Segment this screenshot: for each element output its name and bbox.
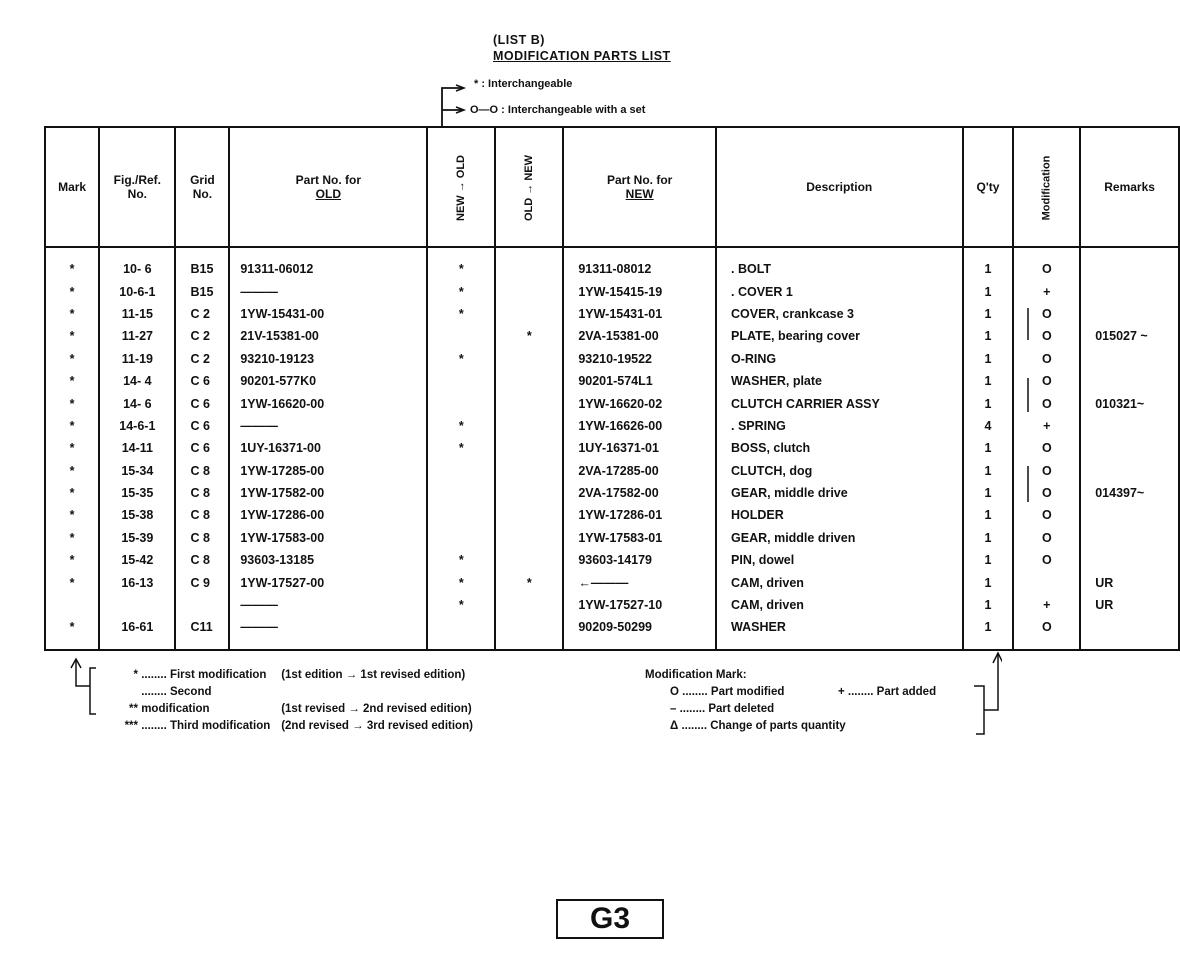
mod-legend-modified: O ........ Part modified (670, 686, 785, 698)
cell-remarks (1080, 527, 1179, 549)
cell-modification: O (1013, 482, 1080, 504)
cell-old-new (495, 549, 563, 571)
cell-qty: 1 (963, 437, 1014, 459)
mod-legend-deleted: – ........ Part deleted (670, 703, 775, 715)
table-row (45, 303, 1179, 325)
col-old-new (495, 127, 563, 247)
cell-remarks: UR (1080, 594, 1179, 616)
remark-brackets (1024, 306, 1034, 546)
cell-description: COVER, crankcase 3 (716, 303, 963, 325)
mark-1-range: (1st edition → 1st revised edition) (281, 669, 466, 681)
modification-mark-legend (645, 667, 936, 735)
cell-part-new: 1YW-16620-02 (563, 392, 716, 414)
cell-new-old (427, 482, 495, 504)
cell-grid (175, 594, 229, 616)
table-row (45, 325, 1179, 347)
cell-remarks: UR (1080, 571, 1179, 593)
table-row (45, 460, 1179, 482)
table-row (45, 616, 1179, 649)
cell-old-new (495, 504, 563, 526)
col-part-new-prefix: Part No. for (607, 173, 673, 187)
cell-old-new (495, 460, 563, 482)
cell-fig-ref: 11-15 (99, 303, 175, 325)
cell-qty: 1 (963, 549, 1014, 571)
cell-fig-ref (99, 594, 175, 616)
cell-remarks (1080, 415, 1179, 437)
cell-description: HOLDER (716, 504, 963, 526)
cell-new-old: * (427, 594, 495, 616)
cell-mark (45, 594, 99, 616)
cell-part-old: 1YW-17583-00 (229, 527, 427, 549)
cell-mark: * (45, 392, 99, 414)
cell-remarks (1080, 437, 1179, 459)
cell-qty: 4 (963, 415, 1014, 437)
col-part-old-word: OLD (315, 187, 341, 201)
cell-part-new: 91311-08012 (563, 247, 716, 280)
cell-grid: C 6 (175, 392, 229, 414)
table-row (45, 392, 1179, 414)
cell-mark: * (45, 527, 99, 549)
cell-grid: C 8 (175, 527, 229, 549)
col-qty: Q'ty (963, 127, 1014, 247)
cell-grid: C 2 (175, 325, 229, 347)
cell-description: PIN, dowel (716, 549, 963, 571)
cell-description: CLUTCH CARRIER ASSY (716, 392, 963, 414)
cell-remarks (1080, 549, 1179, 571)
col-mark: Mark (45, 127, 99, 247)
cell-old-new (495, 348, 563, 370)
legend-interchangeable-set: O—O : Interchangeable with a set (470, 104, 646, 116)
cell-part-old: 1YW-17286-00 (229, 504, 427, 526)
cell-part-old: 1YW-17285-00 (229, 460, 427, 482)
cell-old-new (495, 415, 563, 437)
cell-grid: C 6 (175, 415, 229, 437)
cell-modification: O (1013, 616, 1080, 649)
cell-part-old: 1YW-17527-00 (229, 571, 427, 593)
cell-description: PLATE, bearing cover (716, 325, 963, 347)
list-label: (LIST B) (493, 33, 545, 47)
cell-new-old (427, 325, 495, 347)
cell-description: CAM, driven (716, 594, 963, 616)
cell-old-new (495, 616, 563, 649)
cell-mark: * (45, 549, 99, 571)
cell-description: WASHER (716, 616, 963, 649)
cell-part-old: ——— (229, 616, 427, 649)
cell-new-old: * (427, 247, 495, 280)
cell-description: CAM, driven (716, 571, 963, 593)
cell-fig-ref: 14-11 (99, 437, 175, 459)
cell-mark: * (45, 280, 99, 302)
cell-mark: * (45, 303, 99, 325)
cell-modification: + (1013, 594, 1080, 616)
col-grid: Grid No. (175, 127, 229, 247)
cell-remarks (1080, 247, 1179, 280)
mark-1-label: ........ First modification (141, 669, 267, 681)
cell-modification: O (1013, 437, 1080, 459)
cell-remarks (1080, 504, 1179, 526)
cell-old-new: * (495, 571, 563, 593)
cell-part-new: 1YW-15415-19 (563, 280, 716, 302)
cell-remarks (1080, 370, 1179, 392)
col-modification-label: Modification (1040, 155, 1053, 221)
table-row (45, 549, 1179, 571)
cell-new-old: * (427, 415, 495, 437)
cell-modification: + (1013, 280, 1080, 302)
cell-mark: * (45, 437, 99, 459)
cell-grid: C 6 (175, 370, 229, 392)
cell-qty: 1 (963, 325, 1014, 347)
cell-remarks (1080, 280, 1179, 302)
cell-part-old: ——— (229, 415, 427, 437)
list-header (493, 32, 671, 64)
cell-fig-ref: 14-6-1 (99, 415, 175, 437)
mark-3: *** (124, 720, 138, 732)
cell-old-new (495, 437, 563, 459)
cell-part-old: 21V-15381-00 (229, 325, 427, 347)
page-label: G3 (556, 899, 664, 939)
cell-old-new (495, 280, 563, 302)
cell-modification: O (1013, 527, 1080, 549)
cell-qty: 1 (963, 348, 1014, 370)
cell-grid: C 8 (175, 504, 229, 526)
cell-qty: 1 (963, 594, 1014, 616)
cell-modification (1013, 571, 1080, 593)
cell-qty: 1 (963, 392, 1014, 414)
cell-remarks: 014397~ (1080, 482, 1179, 504)
cell-part-new: 1UY-16371-01 (563, 437, 716, 459)
table-row (45, 348, 1179, 370)
cell-qty: 1 (963, 280, 1014, 302)
cell-mark: * (45, 460, 99, 482)
cell-old-new: * (495, 325, 563, 347)
col-part-old-prefix: Part No. for (295, 173, 361, 187)
cell-qty: 1 (963, 527, 1014, 549)
mod-legend-bracket (972, 650, 1002, 738)
cell-part-new: 2VA-17582-00 (563, 482, 716, 504)
cell-remarks (1080, 303, 1179, 325)
cell-qty: 1 (963, 303, 1014, 325)
cell-mark: * (45, 482, 99, 504)
mark-1: * (133, 669, 138, 681)
cell-description: . COVER 1 (716, 280, 963, 302)
legend-interchangeable: * : Interchangeable (474, 78, 573, 90)
cell-fig-ref: 15-39 (99, 527, 175, 549)
cell-part-old: 93210-19123 (229, 348, 427, 370)
table-row (45, 594, 1179, 616)
cell-new-old (427, 370, 495, 392)
cell-fig-ref: 16-13 (99, 571, 175, 593)
cell-part-new: 1YW-17583-01 (563, 527, 716, 549)
cell-mark: * (45, 348, 99, 370)
cell-mark: * (45, 325, 99, 347)
col-new-old (427, 127, 495, 247)
cell-modification: O (1013, 325, 1080, 347)
cell-mark: * (45, 370, 99, 392)
cell-part-new: 2VA-15381-00 (563, 325, 716, 347)
col-part-new (563, 127, 716, 247)
table-row (45, 415, 1179, 437)
col-part-old (229, 127, 427, 247)
table-row (45, 527, 1179, 549)
mark-3-range: (2nd revised → 3rd revised edition) (281, 720, 473, 732)
cell-old-new (495, 527, 563, 549)
cell-modification: O (1013, 392, 1080, 414)
cell-new-old: * (427, 280, 495, 302)
cell-description: WASHER, plate (716, 370, 963, 392)
cell-grid: C 9 (175, 571, 229, 593)
table-row (45, 247, 1179, 280)
cell-new-old: * (427, 549, 495, 571)
cell-grid: C11 (175, 616, 229, 649)
cell-modification: O (1013, 504, 1080, 526)
cell-fig-ref: 11-19 (99, 348, 175, 370)
cell-grid: B15 (175, 247, 229, 280)
cell-description: . SPRING (716, 415, 963, 437)
cell-old-new (495, 392, 563, 414)
table-row (45, 280, 1179, 302)
cell-new-old: * (427, 437, 495, 459)
mark-3-label: ........ Third modification (141, 720, 271, 732)
cell-grid: C 2 (175, 348, 229, 370)
cell-mark: * (45, 247, 99, 280)
cell-part-old: 93603-13185 (229, 549, 427, 571)
cell-description: CLUTCH, dog (716, 460, 963, 482)
cell-qty: 1 (963, 504, 1014, 526)
cell-modification: + (1013, 415, 1080, 437)
cell-qty: 1 (963, 370, 1014, 392)
cell-part-new: 2VA-17285-00 (563, 460, 716, 482)
cell-part-old: 1YW-17582-00 (229, 482, 427, 504)
col-fig-ref: Fig./Ref. No. (99, 127, 175, 247)
cell-old-new (495, 247, 563, 280)
cell-part-new: ←——— (563, 571, 716, 593)
page-title: MODIFICATION PARTS LIST (493, 49, 671, 63)
cell-part-old: 1YW-15431-00 (229, 303, 427, 325)
cell-modification: O (1013, 460, 1080, 482)
cell-part-new: 93210-19522 (563, 348, 716, 370)
cell-part-old: ——— (229, 594, 427, 616)
cell-description: BOSS, clutch (716, 437, 963, 459)
cell-fig-ref: 15-42 (99, 549, 175, 571)
table-row (45, 370, 1179, 392)
cell-new-old (427, 392, 495, 414)
table-row (45, 437, 1179, 459)
cell-modification: O (1013, 370, 1080, 392)
table-row (45, 504, 1179, 526)
cell-part-new: 1YW-17527-10 (563, 594, 716, 616)
cell-grid: C 6 (175, 437, 229, 459)
cell-fig-ref: 10-6-1 (99, 280, 175, 302)
cell-fig-ref: 15-35 (99, 482, 175, 504)
cell-fig-ref: 15-38 (99, 504, 175, 526)
col-modification (1013, 127, 1080, 247)
cell-fig-ref: 15-34 (99, 460, 175, 482)
cell-grid: C 8 (175, 460, 229, 482)
cell-part-old: 1YW-16620-00 (229, 392, 427, 414)
cell-qty: 1 (963, 616, 1014, 649)
cell-mark: * (45, 616, 99, 649)
cell-fig-ref: 10- 6 (99, 247, 175, 280)
cell-part-new: 1YW-17286-01 (563, 504, 716, 526)
header-row (45, 127, 1179, 247)
cell-new-old (427, 460, 495, 482)
cell-remarks (1080, 460, 1179, 482)
table-row (45, 571, 1179, 593)
cell-fig-ref: 14- 6 (99, 392, 175, 414)
mark-legend (100, 667, 473, 735)
cell-fig-ref: 11-27 (99, 325, 175, 347)
mark-2: ** (129, 703, 138, 715)
cell-grid: C 8 (175, 549, 229, 571)
cell-new-old: * (427, 303, 495, 325)
col-part-new-word: NEW (625, 187, 654, 201)
table-row (45, 482, 1179, 504)
cell-remarks: 010321~ (1080, 392, 1179, 414)
cell-description: GEAR, middle driven (716, 527, 963, 549)
mod-legend-title: Modification Mark: (645, 669, 747, 681)
cell-mark: * (45, 504, 99, 526)
cell-qty: 1 (963, 460, 1014, 482)
mark-2-label: ........ Second modification (141, 686, 212, 715)
cell-fig-ref: 14- 4 (99, 370, 175, 392)
cell-part-new: 90209-50299 (563, 616, 716, 649)
col-old-new-label: OLD → NEW (523, 155, 536, 221)
cell-new-old: * (427, 571, 495, 593)
mod-legend-added: + ........ Part added (838, 686, 937, 698)
cell-part-new: 1YW-15431-01 (563, 303, 716, 325)
cell-description: GEAR, middle drive (716, 482, 963, 504)
cell-modification: O (1013, 247, 1080, 280)
col-remarks: Remarks (1080, 127, 1179, 247)
cell-part-old: ——— (229, 280, 427, 302)
cell-qty: 1 (963, 482, 1014, 504)
cell-modification: O (1013, 549, 1080, 571)
cell-part-new: 1YW-16626-00 (563, 415, 716, 437)
cell-grid: C 8 (175, 482, 229, 504)
cell-qty: 1 (963, 247, 1014, 280)
cell-modification: O (1013, 348, 1080, 370)
cell-grid: B15 (175, 280, 229, 302)
cell-description: O-RING (716, 348, 963, 370)
mod-legend-qty: Δ ........ Change of parts quantity (670, 720, 846, 732)
mark-2-range: (1st revised → 2nd revised edition) (281, 703, 472, 715)
cell-fig-ref: 16-61 (99, 616, 175, 649)
cell-part-new: 90201-574L1 (563, 370, 716, 392)
cell-old-new (495, 303, 563, 325)
cell-remarks: 015027 ~ (1080, 325, 1179, 347)
cell-part-old: 91311-06012 (229, 247, 427, 280)
cell-part-old: 1UY-16371-00 (229, 437, 427, 459)
col-description: Description (716, 127, 963, 247)
cell-grid: C 2 (175, 303, 229, 325)
cell-qty: 1 (963, 571, 1014, 593)
cell-remarks (1080, 348, 1179, 370)
cell-new-old (427, 504, 495, 526)
cell-modification: O (1013, 303, 1080, 325)
cell-description: . BOLT (716, 247, 963, 280)
cell-mark: * (45, 415, 99, 437)
cell-old-new (495, 482, 563, 504)
cell-old-new (495, 594, 563, 616)
cell-mark: * (45, 571, 99, 593)
cell-old-new (495, 370, 563, 392)
cell-remarks (1080, 616, 1179, 649)
table-body (45, 247, 1179, 650)
cell-new-old (427, 527, 495, 549)
cell-part-old: 90201-577K0 (229, 370, 427, 392)
cell-new-old: * (427, 348, 495, 370)
parts-table (44, 126, 1180, 651)
cell-new-old (427, 616, 495, 649)
col-new-old-label: NEW → OLD (455, 155, 468, 221)
cell-part-new: 93603-14179 (563, 549, 716, 571)
